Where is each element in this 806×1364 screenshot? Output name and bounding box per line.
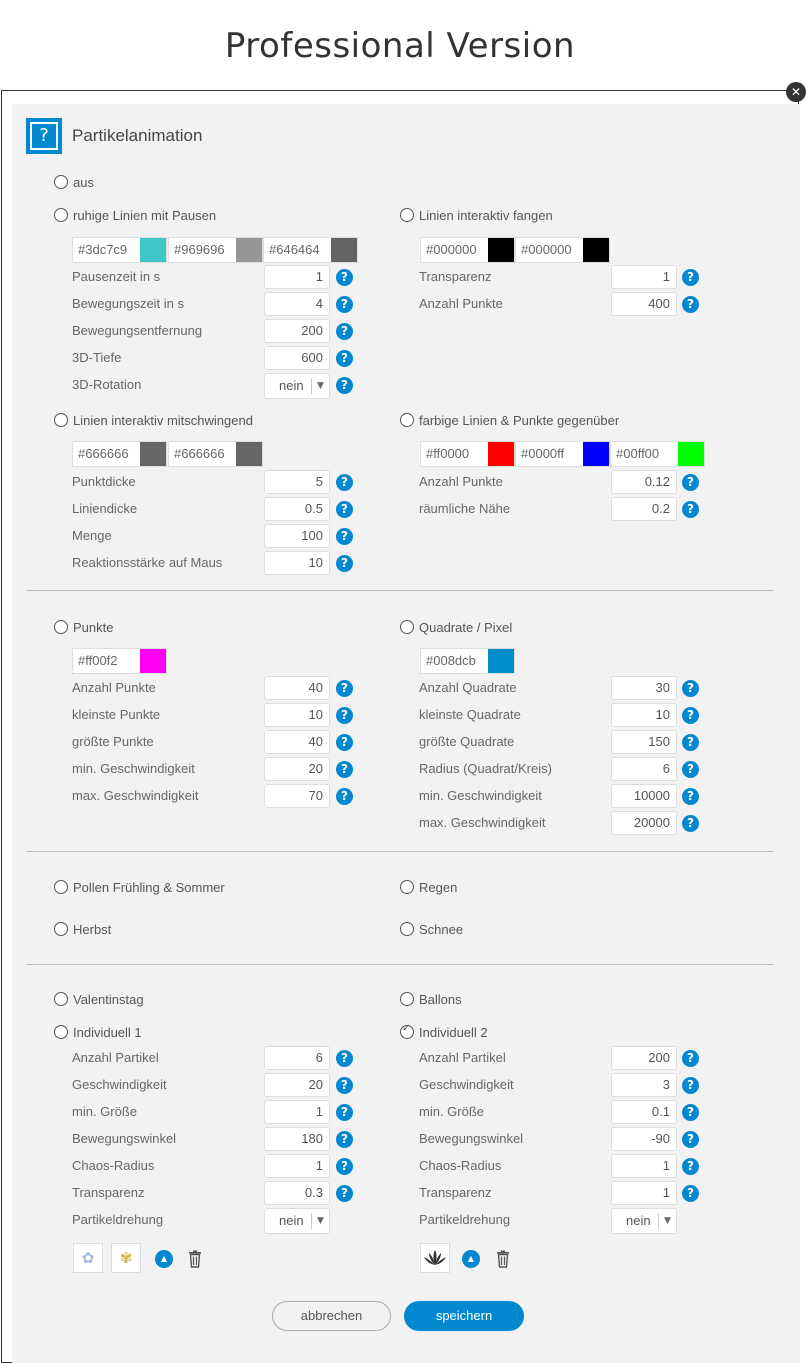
info-icon[interactable]: ? xyxy=(682,815,699,832)
particle-image-thumbnail[interactable] xyxy=(111,1243,141,1273)
radio-quadrate[interactable] xyxy=(400,620,512,638)
info-icon[interactable]: ? xyxy=(336,1104,353,1121)
info-icon[interactable]: ? xyxy=(336,680,353,697)
color-hex: #3dc7c9 xyxy=(78,242,128,257)
field-label: Reaktionsstärke auf Maus xyxy=(72,555,223,570)
page-title: Professional Version xyxy=(224,26,576,66)
radio-circle-icon xyxy=(54,922,68,936)
color-field[interactable] xyxy=(610,441,705,467)
number-input[interactable]: 40 xyxy=(264,676,330,700)
radio-label: Pollen Frühling & Sommer xyxy=(73,880,225,895)
radio-circle-icon xyxy=(400,880,414,894)
particle-blob-icon: ✿ xyxy=(81,1249,95,1267)
number-input[interactable]: 6 xyxy=(264,1046,330,1070)
field-label: min. Geschwindigkeit xyxy=(72,761,195,776)
number-input[interactable]: 200 xyxy=(264,319,330,343)
info-icon[interactable]: ? xyxy=(682,788,699,805)
number-input[interactable]: 1 xyxy=(264,1154,330,1178)
radio-circle-icon xyxy=(54,175,68,189)
number-input[interactable]: 150 xyxy=(611,730,677,754)
number-input[interactable]: 5 xyxy=(264,470,330,494)
color-field[interactable] xyxy=(263,237,358,263)
radio-label: farbige Linien & Punkte gegenüber xyxy=(419,413,620,428)
radio-ruhige-linien[interactable] xyxy=(54,208,216,226)
radio-individuell-2[interactable] xyxy=(400,1025,488,1043)
number-input[interactable]: 3 xyxy=(611,1073,677,1097)
radio-ballons[interactable] xyxy=(400,992,462,1010)
number-input[interactable]: 1 xyxy=(264,265,330,289)
info-icon[interactable]: ? xyxy=(682,269,699,286)
info-icon[interactable]: ? xyxy=(682,1104,699,1121)
radio-label: aus xyxy=(73,175,94,190)
rotation-select[interactable] xyxy=(611,1208,677,1234)
field-label: Anzahl Punkte xyxy=(72,680,156,695)
lotus-icon xyxy=(421,1244,449,1272)
color-swatch[interactable] xyxy=(488,442,514,466)
info-icon[interactable]: ? xyxy=(336,1077,353,1094)
color-swatch[interactable] xyxy=(488,649,514,673)
color-swatch[interactable] xyxy=(140,238,166,262)
field-label: Liniendicke xyxy=(72,501,138,516)
field-label: Transparenz xyxy=(72,1185,145,1200)
number-input[interactable]: 600 xyxy=(264,346,330,370)
number-input[interactable]: 1 xyxy=(611,265,677,289)
select-value: nein xyxy=(279,1213,304,1228)
info-icon[interactable]: ? xyxy=(336,761,353,778)
field-label: min. Geschwindigkeit xyxy=(419,788,542,803)
field-label: Geschwindigkeit xyxy=(419,1077,514,1092)
color-field[interactable] xyxy=(420,648,515,674)
field-label: Anzahl Quadrate xyxy=(419,680,517,695)
info-icon[interactable]: ? xyxy=(336,707,353,724)
field-label: Bewegungswinkel xyxy=(72,1131,177,1146)
info-icon[interactable]: ? xyxy=(336,528,353,545)
radio-mitschwingend[interactable] xyxy=(54,413,253,431)
color-hex: #ff0000 xyxy=(426,446,470,461)
particle-image-thumbnail[interactable] xyxy=(420,1243,450,1273)
radio-farbige-linien[interactable] xyxy=(400,413,619,431)
info-icon[interactable]: ? xyxy=(682,1050,699,1067)
color-field[interactable] xyxy=(72,441,167,467)
color-hex: #000000 xyxy=(521,242,572,257)
particle-flower-icon: ✾ xyxy=(119,1249,133,1267)
radio-pollen[interactable] xyxy=(54,880,225,898)
info-icon[interactable]: ? xyxy=(336,474,353,491)
radio-label: Schnee xyxy=(419,922,464,937)
number-input[interactable]: 70 xyxy=(264,784,330,808)
radio-punkte[interactable] xyxy=(54,620,113,638)
info-icon[interactable]: ? xyxy=(336,555,353,572)
info-icon[interactable]: ? xyxy=(336,269,353,286)
info-icon[interactable]: ? xyxy=(336,734,353,751)
color-field[interactable] xyxy=(72,237,167,263)
color-field[interactable] xyxy=(72,648,167,674)
number-input[interactable]: 10 xyxy=(264,551,330,575)
number-input[interactable]: 4 xyxy=(264,292,330,316)
number-input[interactable]: 10000 xyxy=(611,784,677,808)
field-label: Bewegungswinkel xyxy=(419,1131,524,1146)
info-icon[interactable]: ? xyxy=(682,707,699,724)
color-field[interactable] xyxy=(515,441,610,467)
radio-label: Individuell 2 xyxy=(419,1025,488,1040)
field-label: Anzahl Partikel xyxy=(72,1050,159,1065)
field-label: Partikeldrehung xyxy=(419,1212,511,1227)
radio-circle-icon xyxy=(54,992,68,1006)
radio-label: Valentinstag xyxy=(73,992,144,1007)
number-input[interactable]: 0.2 xyxy=(611,497,677,521)
radio-circle-icon xyxy=(400,413,414,427)
close-icon[interactable]: ✕ xyxy=(786,82,806,102)
field-label: größte Quadrate xyxy=(419,734,515,749)
number-input[interactable]: 10 xyxy=(611,703,677,727)
field-label: max. Geschwindigkeit xyxy=(72,788,199,803)
radio-valentinstag[interactable] xyxy=(54,992,144,1010)
radio-circle-icon xyxy=(54,413,68,427)
cancel-button[interactable]: abbrechen xyxy=(272,1301,391,1331)
select-separator xyxy=(311,378,312,394)
radio-circle-icon xyxy=(54,620,68,634)
color-swatch[interactable] xyxy=(583,238,609,262)
color-hex: #000000 xyxy=(426,242,477,257)
chevron-down-icon: ▼ xyxy=(317,1216,324,1226)
info-icon[interactable]: ? xyxy=(682,680,699,697)
field-label: Bewegungsentfernung xyxy=(72,323,203,338)
field-label: min. Größe xyxy=(72,1104,138,1119)
radio-label: Linien interaktiv mitschwingend xyxy=(73,413,253,428)
color-swatch[interactable] xyxy=(488,238,514,262)
color-swatch[interactable] xyxy=(678,442,704,466)
color-swatch[interactable] xyxy=(140,442,166,466)
color-hex: #666666 xyxy=(78,446,129,461)
number-input[interactable]: 180 xyxy=(264,1127,330,1151)
info-icon[interactable]: ? xyxy=(336,1158,353,1175)
radio-circle-icon xyxy=(54,208,68,222)
color-field[interactable] xyxy=(420,441,515,467)
info-icon[interactable]: ? xyxy=(336,323,353,340)
color-swatch[interactable] xyxy=(236,442,262,466)
field-label: Menge xyxy=(72,528,112,543)
color-hex: #008dcb xyxy=(426,653,476,668)
radio-label: Ballons xyxy=(419,992,462,1007)
field-label: Radius (Quadrat/Kreis) xyxy=(419,761,552,776)
radio-herbst[interactable] xyxy=(54,922,111,940)
number-input[interactable]: 1 xyxy=(611,1181,677,1205)
number-input[interactable]: 10 xyxy=(264,703,330,727)
field-label: Bewegungszeit in s xyxy=(72,296,185,311)
field-label: kleinste Quadrate xyxy=(419,707,521,722)
radio-label: Punkte xyxy=(73,620,114,635)
color-hex: #ff00f2 xyxy=(78,653,118,668)
field-label: 3D-Rotation xyxy=(72,377,142,392)
field-label: Anzahl Punkte xyxy=(419,296,503,311)
field-label: Punktdicke xyxy=(72,474,136,489)
field-label: Partikeldrehung xyxy=(72,1212,164,1227)
info-icon[interactable]: ? xyxy=(336,1131,353,1148)
field-label: 3D-Tiefe xyxy=(72,350,122,365)
color-swatch[interactable] xyxy=(236,238,262,262)
help-icon: ? xyxy=(30,122,58,150)
radio-label: Regen xyxy=(419,880,458,895)
select-value: nein xyxy=(626,1213,651,1228)
particle-image-thumbnail[interactable] xyxy=(73,1243,103,1273)
info-icon[interactable]: ? xyxy=(336,1050,353,1067)
info-icon[interactable]: ? xyxy=(682,761,699,778)
field-label: Chaos-Radius xyxy=(72,1158,155,1173)
dialog-title: Partikelanimation xyxy=(72,126,203,145)
field-label: räumliche Nähe xyxy=(419,501,511,516)
radio-checked-icon xyxy=(400,1025,414,1039)
info-icon[interactable]: ? xyxy=(682,734,699,751)
color-field[interactable] xyxy=(168,237,263,263)
rotation-select[interactable] xyxy=(264,1208,330,1234)
select-separator xyxy=(658,1213,659,1229)
field-label: max. Geschwindigkeit xyxy=(419,815,546,830)
color-field[interactable] xyxy=(168,441,263,467)
number-input[interactable]: 1 xyxy=(611,1154,677,1178)
number-input[interactable]: 20 xyxy=(264,757,330,781)
field-label: kleinste Punkte xyxy=(72,707,161,722)
trash-icon[interactable] xyxy=(187,1250,203,1268)
field-label: Chaos-Radius xyxy=(419,1158,502,1173)
number-input[interactable]: 20 xyxy=(264,1073,330,1097)
color-hex: #646464 xyxy=(269,242,320,257)
info-icon[interactable]: ? xyxy=(682,501,699,518)
radio-label: Linien interaktiv fangen xyxy=(419,208,553,223)
select-separator xyxy=(311,1213,312,1229)
color-hex: #666666 xyxy=(174,446,225,461)
number-input[interactable]: 20000 xyxy=(611,811,677,835)
number-input[interactable]: 200 xyxy=(611,1046,677,1070)
section-divider xyxy=(26,851,774,852)
number-input[interactable]: 0.3 xyxy=(264,1181,330,1205)
field-label: Anzahl Punkte xyxy=(419,474,503,489)
help-button[interactable] xyxy=(26,118,62,154)
number-input[interactable]: 0.5 xyxy=(264,497,330,521)
upload-icon[interactable]: ▲ xyxy=(155,1250,173,1268)
color-hex: #969696 xyxy=(174,242,225,257)
number-input[interactable]: 1 xyxy=(264,1100,330,1124)
field-label: Geschwindigkeit xyxy=(72,1077,167,1092)
field-label: min. Größe xyxy=(419,1104,485,1119)
number-input[interactable]: 30 xyxy=(611,676,677,700)
info-icon[interactable]: ? xyxy=(336,788,353,805)
radio-linien-fangen[interactable] xyxy=(400,208,553,226)
section-divider xyxy=(26,590,774,591)
field-label: Pausenzeit in s xyxy=(72,269,161,284)
radio-aus[interactable] xyxy=(54,175,94,193)
color-swatch[interactable] xyxy=(331,238,357,262)
info-icon[interactable]: ? xyxy=(682,1158,699,1175)
field-label: Transparenz xyxy=(419,269,492,284)
radio-circle-icon xyxy=(54,880,68,894)
color-swatch[interactable] xyxy=(583,442,609,466)
info-icon[interactable]: ? xyxy=(682,296,699,313)
rotation-select[interactable] xyxy=(264,373,330,399)
radio-circle-icon xyxy=(400,208,414,222)
section-divider xyxy=(26,964,774,965)
select-value: nein xyxy=(279,378,304,393)
field-label: Anzahl Partikel xyxy=(419,1050,506,1065)
color-field[interactable] xyxy=(420,237,515,263)
number-input[interactable]: 0.12 xyxy=(611,470,677,494)
radio-label: Individuell 1 xyxy=(73,1025,142,1040)
radio-circle-icon xyxy=(400,922,414,936)
radio-label: Quadrate / Pixel xyxy=(419,620,513,635)
radio-circle-icon xyxy=(400,620,414,634)
number-input[interactable]: 100 xyxy=(264,524,330,548)
info-icon[interactable]: ? xyxy=(336,501,353,518)
color-field[interactable] xyxy=(515,237,610,263)
info-icon[interactable]: ? xyxy=(336,1185,353,1202)
info-icon[interactable]: ? xyxy=(682,1131,699,1148)
radio-schnee[interactable] xyxy=(400,922,463,940)
save-button[interactable]: speichern xyxy=(404,1301,524,1331)
info-icon[interactable]: ? xyxy=(682,1185,699,1202)
field-label: Transparenz xyxy=(419,1185,492,1200)
radio-label: ruhige Linien mit Pausen xyxy=(73,208,217,223)
color-hex: #0000ff xyxy=(521,446,565,461)
radio-circle-icon xyxy=(54,1025,68,1039)
field-label: größte Punkte xyxy=(72,734,154,749)
info-icon[interactable]: ? xyxy=(682,1077,699,1094)
color-swatch[interactable] xyxy=(140,649,166,673)
number-input[interactable]: -90 xyxy=(611,1127,677,1151)
radio-label: Herbst xyxy=(73,922,112,937)
info-icon[interactable]: ? xyxy=(336,377,353,394)
number-input[interactable]: 6 xyxy=(611,757,677,781)
chevron-down-icon: ▼ xyxy=(317,381,324,391)
number-input[interactable]: 40 xyxy=(264,730,330,754)
number-input[interactable]: 400 xyxy=(611,292,677,316)
info-icon[interactable]: ? xyxy=(682,474,699,491)
info-icon[interactable]: ? xyxy=(336,350,353,367)
number-input[interactable]: 0.1 xyxy=(611,1100,677,1124)
radio-individuell-1[interactable] xyxy=(54,1025,142,1043)
upload-icon[interactable]: ▲ xyxy=(462,1250,480,1268)
radio-circle-icon xyxy=(400,992,414,1006)
trash-icon[interactable] xyxy=(495,1250,511,1268)
info-icon[interactable]: ? xyxy=(336,296,353,313)
chevron-down-icon: ▼ xyxy=(664,1216,671,1226)
radio-regen[interactable] xyxy=(400,880,457,898)
color-hex: #00ff00 xyxy=(616,446,660,461)
